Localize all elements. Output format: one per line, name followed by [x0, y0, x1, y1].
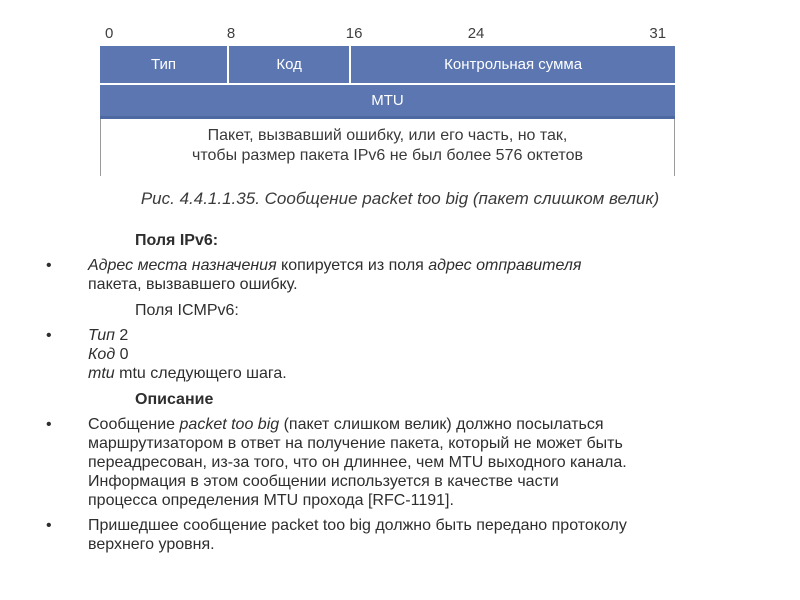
upper-line1: Пришедшее сообщение packet too big должно быть передано протоколу — [88, 517, 627, 534]
header-fields-row — [100, 46, 675, 83]
bullet-icmpv6-field-values — [42, 326, 718, 383]
field-type-cell: Тип — [100, 46, 227, 83]
bullet-destination-address — [42, 256, 718, 294]
desc-line5: процесса определения MTU прохода [RFC-1191]. — [88, 492, 454, 509]
payload-text-line1: Пакет, вызвавший ошибку, или его часть, но так, — [207, 127, 568, 144]
heading-icmpv6-fields: Поля ICMPv6: — [135, 302, 239, 319]
bullet-marker: • — [46, 327, 52, 344]
desc-line1-rest: (пакет слишком велик) должно посылаться — [279, 416, 604, 433]
heading-ipv6-fields: Поля IPv6: — [135, 232, 219, 249]
field-mtu-cell: MTU — [100, 85, 675, 119]
field-checksum-cell: Контрольная сумма — [351, 46, 675, 83]
mtu-value: mtu следующего шага. — [114, 365, 287, 382]
code-label: Код — [88, 346, 116, 363]
field-code-cell: Код — [229, 46, 349, 83]
payload-text-line2: чтобы размер пакета IPv6 не был более 576 октетов — [192, 147, 583, 164]
packet-too-big-italic: packet too big — [179, 416, 280, 433]
dest-addr-text: копируется из поля — [276, 257, 429, 274]
bullet-upper-layer-text — [88, 516, 718, 554]
desc-line4: Информация в этом сообщении используется в качестве части — [88, 473, 559, 490]
src-addr-italic: адрес отправителя — [428, 257, 582, 274]
bullet-marker: • — [46, 257, 52, 274]
bit-label-8: 8 — [226, 25, 236, 42]
field-payload-cell — [100, 119, 675, 176]
slide — [0, 25, 800, 600]
bit-label-0: 0 — [105, 25, 114, 42]
packet-format-diagram — [100, 25, 675, 176]
bullet-description-text — [88, 415, 718, 510]
code-value: 0 — [115, 346, 129, 363]
bit-label-31: 31 — [649, 25, 667, 42]
dest-addr-italic: Адрес места назначения — [88, 257, 277, 274]
bullet-marker: • — [46, 416, 52, 433]
bullet-fields-text — [88, 326, 718, 383]
dest-addr-line2: пакета, вызвавшего ошибку. — [88, 276, 298, 293]
desc-line1-text: Сообщение — [88, 416, 180, 433]
bullet-marker: • — [46, 517, 52, 534]
bullet-description-main — [42, 415, 718, 510]
body-text — [42, 231, 718, 554]
bit-label-16: 16 — [345, 25, 363, 42]
desc-line2: маршрутизатором в ответ на получение пакета, который не может быть — [88, 435, 623, 452]
bit-scale — [100, 25, 675, 46]
type-value: 2 — [114, 327, 129, 344]
bit-label-24: 24 — [467, 25, 485, 42]
heading-description: Описание — [135, 391, 214, 408]
bullet-upper-layer — [42, 516, 718, 554]
upper-line2: верхнего уровня. — [88, 536, 215, 553]
bullet-destination-text — [88, 256, 718, 294]
figure-caption: Рис. 4.4.1.1.35. Сообщение packet too big (пакет слишком велик) — [140, 189, 660, 208]
desc-line3: переадресован, из-за того, что он длиннее, чем MTU выходного канала. — [88, 454, 627, 471]
type-label: Тип — [88, 327, 115, 344]
mtu-label: mtu — [88, 365, 115, 382]
